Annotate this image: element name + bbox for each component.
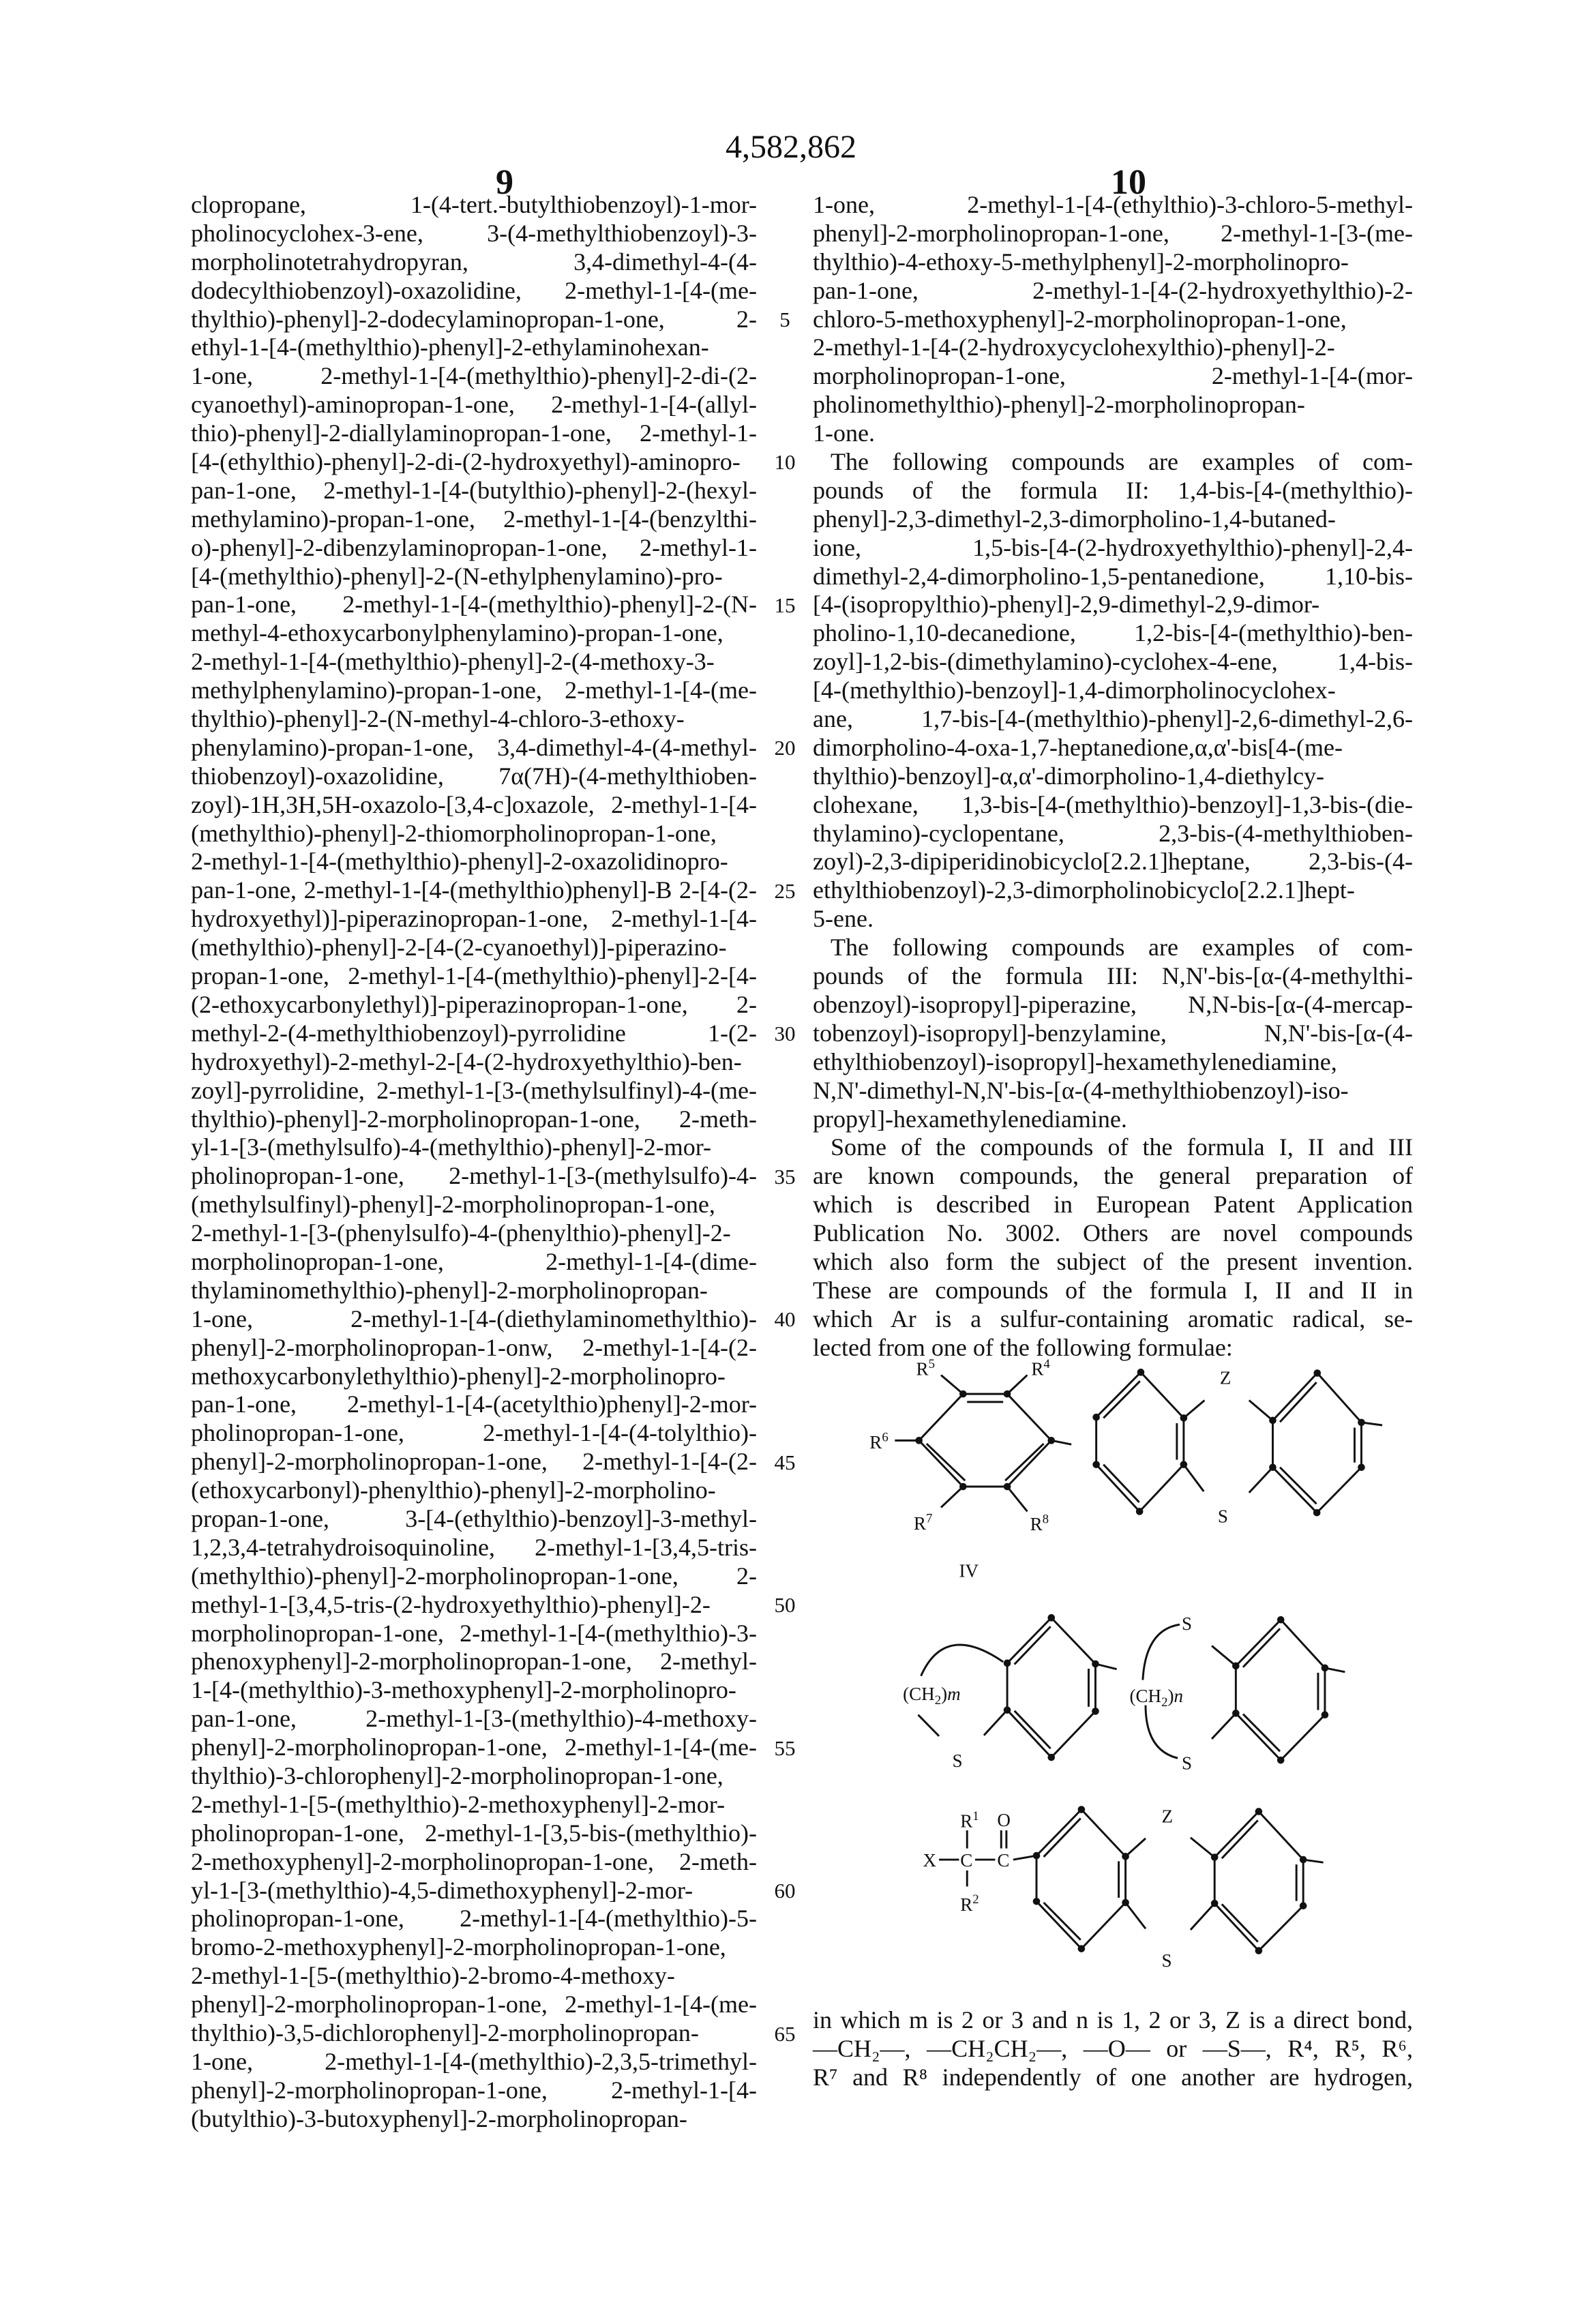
text-line: pholinomethylthio)-phenyl]-2-morpholinopropan-	[813, 391, 1413, 419]
text-line: pan-1-one, 2-methyl-1-[4-(methylthio)phenyl]-B 2-[4-(2-	[191, 876, 757, 905]
text-line: which is described in European Patent Application	[813, 1191, 1413, 1219]
text-line: 2-methyl-1-[4-(methylthio)-phenyl]-2-oxazolidinopro-	[191, 848, 757, 876]
text-line: phenylamino)-propan-1-one, 3,4-dimethyl-4-(4-methyl-	[191, 734, 757, 762]
text-line: ethyl-1-[4-(methylthio)-phenyl]-2-ethylaminohexan-	[191, 333, 757, 362]
text-line: (methylsulfinyl)-phenyl]-2-morpholinopropan-1-one,	[191, 1191, 757, 1219]
benzene-ring-iv	[895, 1375, 1071, 1511]
text-line: propan-1-one, 3-[4-(ethylthio)-benzoyl]-3-methyl-	[191, 1505, 757, 1534]
text-line: obenzoyl)-isopropyl]-piperazine, N,N-bis-[α-(4-mercap-	[813, 991, 1413, 1019]
text-line: zoyl)-2,3-dipiperidinobicyclo[2.2.1]heptane, 2,3-bis-(4-	[813, 848, 1413, 876]
line-number: 5	[764, 306, 805, 334]
line-number: 30	[764, 1019, 805, 1048]
text-line: methyl-4-ethoxycarbonylphenylamino)-propan-1-one,	[191, 619, 757, 648]
text-line: 1-one, 2-methyl-1-[4-(methylthio)-2,3,5-trimethyl-	[191, 2048, 757, 2076]
text-line: pholinocyclohex-3-ene, 3-(4-methylthiobenzoyl)-3-	[191, 220, 757, 248]
line-number: 25	[764, 877, 805, 906]
text-line: zoyl)-1H,3H,5H-oxazolo-[3,4-c]oxazole, 2-methyl-1-[4-	[191, 791, 757, 820]
text-line: lected from one of the following formulae:	[813, 1334, 1413, 1362]
text-line: thio)-phenyl]-2-diallylaminopropan-1-one, 2-methyl-1-	[191, 419, 757, 448]
text-line: thylthio)-3-chlorophenyl]-2-morpholinopropan-1-one,	[191, 1762, 757, 1791]
text-line: morpholinopropan-1-one, 2-methyl-1-[4-(dime-	[191, 1248, 757, 1277]
text-line: 2-methyl-1-[3-(phenylsulfo)-4-(phenylthio)-phenyl]-2-	[191, 1219, 757, 1248]
right-column	[813, 191, 1413, 1362]
label-z-row3: Z	[1162, 1806, 1174, 1826]
text-line: pounds of the formula III: N,N'-bis-[α-(4-methylthi-	[813, 962, 1413, 991]
text-line: morpholinopropan-1-one, 2-methyl-1-[4-(methylthio)-3-	[191, 1620, 757, 1648]
text-line: 1-one, 2-methyl-1-[4-(diethylaminomethylthio)-	[191, 1305, 757, 1334]
text-line: [4-(methylthio)-benzoyl]-1,4-dimorpholinocyclohex-	[813, 676, 1413, 705]
text-line: dimorpholino-4-oxa-1,7-heptanedione,α,α'-bis[4-(me-	[813, 734, 1413, 762]
atom-dots	[915, 1369, 1364, 1954]
text-line: phenoxyphenyl]-2-morpholinopropan-1-one, 2-methyl-	[191, 1648, 757, 1676]
text-line: ione, 1,5-bis-[4-(2-hydroxyethylthio)-phenyl]-2,4-	[813, 534, 1413, 563]
paragraph	[813, 448, 1413, 934]
text-line: which also form the subject of the present invention.	[813, 1248, 1413, 1277]
text-line: 1-[4-(methylthio)-3-methoxyphenyl]-2-morpholinopro-	[191, 1676, 757, 1705]
text-line: morpholinopropan-1-one, 2-methyl-1-[4-(mor-	[813, 362, 1413, 391]
label-s-row1: S	[1218, 1506, 1228, 1526]
line-number: 65	[764, 2020, 805, 2049]
text-line: ane, 1,7-bis-[4-(methylthio)-phenyl]-2,6-dimethyl-2,6-	[813, 705, 1413, 734]
text-line: pan-1-one, 2-methyl-1-[4-(2-hydroxyethylthio)-2-	[813, 277, 1413, 306]
text-line: thylthio)-4-ethoxy-5-methylphenyl]-2-morpholinopro-	[813, 248, 1413, 277]
text-line: 2-methyl-1-[4-(2-hydroxycyclohexylthio)-phenyl]-2-	[813, 333, 1413, 362]
text-line: 1-one, 2-methyl-1-[4-(ethylthio)-3-chloro-5-methyl-	[813, 191, 1413, 220]
label-c-carbonyl: C	[997, 1850, 1009, 1871]
text-line: 1-one, 2-methyl-1-[4-(methylthio)-phenyl]-2-di-(2-	[191, 362, 757, 391]
chemical-formulae-figure	[805, 1357, 1432, 1983]
text-line: phenyl]-2-morpholinopropan-1-one, 2-methyl-1-[3-(me-	[813, 220, 1413, 248]
label-s-row2-top: S	[1182, 1613, 1192, 1634]
text-line: thiobenzoyl)-oxazolidine, 7α(7H)-(4-methylthioben-	[191, 762, 757, 791]
text-line: [4-(methylthio)-phenyl]-2-(N-ethylphenylamino)-pro-	[191, 563, 757, 591]
text-line: phenyl]-2,3-dimethyl-2,3-dimorpholino-1,4-butaned-	[813, 505, 1413, 534]
formula-label-iv: IV	[959, 1560, 979, 1581]
text-line: in which m is 2 or 3 and n is 1, 2 or 3, Z is a direct bond,	[813, 2006, 1413, 2035]
text-line: ethylthiobenzoyl)-2,3-dimorpholinobicyclo[2.2.1]hept-	[813, 876, 1413, 905]
line-number: 40	[764, 1305, 805, 1334]
text-line: pan-1-one, 2-methyl-1-[4-(methylthio)-phenyl]-2-(N-	[191, 591, 757, 619]
text-line: clohexane, 1,3-bis-[4-(methylthio)-benzoyl]-1,3-bis-(die-	[813, 791, 1413, 820]
text-line: pholinopropan-1-one, 2-methyl-1-[4-(4-tolylthio)-	[191, 1419, 757, 1448]
line-number: 15	[764, 591, 805, 620]
text-line: thylthio)-phenyl]-2-(N-methyl-4-chloro-3-ethoxy-	[191, 705, 757, 734]
text-line: 5-ene.	[813, 905, 1413, 934]
text-line: 1-one.	[813, 419, 1413, 448]
text-line: thylthio)-phenyl]-2-dodecylaminopropan-1-one, 2-	[191, 306, 757, 334]
text-line: [4-(ethylthio)-phenyl]-2-di-(2-hydroxyethyl)-aminopro-	[191, 448, 757, 477]
label-o: O	[997, 1810, 1011, 1830]
label-s-row3: S	[1162, 1950, 1172, 1971]
text-line: 2-methoxyphenyl]-2-morpholinopropan-1-one, 2-meth-	[191, 1848, 757, 1877]
text-line: clopropane, 1-(4-tert.-butylthiobenzoyl)-1-mor-	[191, 191, 757, 220]
text-line: 2-methyl-1-[5-(methylthio)-2-methoxyphenyl]-2-mor-	[191, 1791, 757, 1819]
line-number: 45	[764, 1448, 805, 1477]
text-line: methoxycarbonylethylthio)-phenyl]-2-morpholinopro-	[191, 1362, 757, 1391]
text-line: ethylthiobenzoyl)-isopropyl]-hexamethylenediamine,	[813, 1048, 1413, 1077]
text-line: pholinopropan-1-one, 2-methyl-1-[4-(methylthio)-5-	[191, 1905, 757, 1933]
label-r4: R4	[1031, 1357, 1050, 1379]
label-r6: R6	[869, 1431, 888, 1453]
text-line: bromo-2-methoxyphenyl]-2-morpholinopropan-1-one,	[191, 1933, 757, 1962]
text-line: phenyl]-2-morpholinopropan-1-one, 2-methyl-1-[4-	[191, 2076, 757, 2105]
paragraph	[813, 1133, 1413, 1362]
thianthrene-like-ring-right	[1249, 1373, 1382, 1513]
line-number: 50	[764, 1591, 805, 1620]
text-line: pan-1-one, 2-methyl-1-[3-(methylthio)-4-methoxy-	[191, 1705, 757, 1733]
label-x: X	[923, 1850, 937, 1871]
text-line: (methylthio)-phenyl]-2-morpholinopropan-1-one, 2-	[191, 1562, 757, 1591]
text-line: 2-methyl-1-[5-(methylthio)-2-bromo-4-methoxy-	[191, 1962, 757, 1991]
text-line: hydroxyethyl)]-piperazinopropan-1-one, 2-methyl-1-[4-	[191, 905, 757, 934]
text-line: dodecylthiobenzoyl)-oxazolidine, 2-methyl-1-[4-(me-	[191, 277, 757, 306]
text-line: Publication No. 3002. Others are novel compounds	[813, 1219, 1413, 1248]
text-line: dimethyl-2,4-dimorpholino-1,5-pentanedione, 1,10-bis-	[813, 563, 1413, 591]
line-number: 10	[764, 448, 805, 477]
thianthrene-like-ring-left	[1096, 1372, 1205, 1511]
paragraph	[813, 191, 1413, 448]
text-line: (butylthio)-3-butoxyphenyl]-2-morpholinopropan-	[191, 2105, 757, 2134]
text-line: pan-1-one, 2-methyl-1-[4-(acetylthio)phenyl]-2-mor-	[191, 1390, 757, 1419]
label-r1: R1	[960, 1809, 979, 1832]
text-line: methyl-2-(4-methylthiobenzoyl)-pyrrolidine 1-(2-	[191, 1019, 757, 1048]
text-line: thylamino)-cyclopentane, 2,3-bis-(4-methylthioben-	[813, 820, 1413, 848]
text-line: (ethoxycarbonyl)-phenylthio)-phenyl]-2-morpholino-	[191, 1476, 757, 1505]
text-line: tobenzoyl)-isopropyl]-benzylamine, N,N'-bis-[α-(4-	[813, 1019, 1413, 1048]
text-line: phenyl]-2-morpholinopropan-1-one, 2-methyl-1-[4-(2-	[191, 1448, 757, 1476]
text-line: thylthio)-benzoyl]-α,α'-dimorpholino-1,4-diethylcy-	[813, 762, 1413, 791]
label-s-row2-left: S	[952, 1751, 962, 1771]
left-column	[191, 191, 757, 2134]
label-c-alpha: C	[960, 1850, 972, 1871]
text-line: (methylthio)-phenyl]-2-[4-(2-cyanoethyl)]-piperazino-	[191, 934, 757, 962]
text-line: pounds of the formula II: 1,4-bis-[4-(methylthio)-	[813, 477, 1413, 505]
text-line: phenyl]-2-morpholinopropan-1-one, 2-methyl-1-[4-(me-	[191, 1991, 757, 2019]
text-line: hydroxyethyl)-2-methyl-2-[4-(2-hydroxyethylthio)-ben-	[191, 1048, 757, 1077]
text-line: pholino-1,10-decanedione, 1,2-bis-[4-(methylthio)-ben-	[813, 619, 1413, 648]
text-line: [4-(isopropylthio)-phenyl]-2,9-dimethyl-2,9-dimor-	[813, 591, 1413, 619]
page-number-right: 10	[1101, 162, 1156, 203]
text-line: zoyl]-pyrrolidine, 2-methyl-1-[3-(methylsulfinyl)-4-(me-	[191, 1077, 757, 1105]
text-line: 1,2,3,4-tetrahydroisoquinoline, 2-methyl-1-[3,4,5-tris-	[191, 1534, 757, 1562]
label-z-row1: Z	[1220, 1367, 1232, 1388]
text-line: thylthio)-3,5-dichlorophenyl]-2-morpholinopropan-	[191, 2019, 757, 2048]
text-line: o)-phenyl]-2-dibenzylaminopropan-1-one, 2-methyl-1-	[191, 534, 757, 563]
label-s-row2-bottom: S	[1182, 1753, 1192, 1774]
acyl-partner-ring	[1191, 1811, 1324, 1950]
text-line: yl-1-[3-(methylthio)-4,5-dimethoxyphenyl]-2-mor-	[191, 1877, 757, 1905]
text-line: (methylthio)-phenyl]-2-thiomorpholinopropan-1-one,	[191, 820, 757, 848]
text-line: methylamino)-propan-1-one, 2-methyl-1-[4-(benzylthi-	[191, 505, 757, 534]
label-ch2-n: (CH2)n	[1129, 1686, 1183, 1710]
line-number: 55	[764, 1734, 805, 1763]
text-line: yl-1-[3-(methylsulfo)-4-(methylthio)-phenyl]-2-mor-	[191, 1133, 757, 1162]
text-line: methyl-1-[3,4,5-tris-(2-hydroxyethylthio)-phenyl]-2-	[191, 1591, 757, 1620]
text-line: Some of the compounds of the formula I, II and III	[813, 1133, 1413, 1162]
text-line: The following compounds are examples of com-	[813, 934, 1413, 962]
text-line: pan-1-one, 2-methyl-1-[4-(butylthio)-phenyl]-2-(hexyl-	[191, 477, 757, 505]
text-line: (2-ethoxycarbonylethyl)]-piperazinopropan-1-one, 2-	[191, 991, 757, 1019]
label-r8: R8	[1030, 1513, 1049, 1535]
text-line: The following compounds are examples of com-	[813, 448, 1413, 477]
text-line: thylaminomethylthio)-phenyl]-2-morpholinopropan-	[191, 1277, 757, 1305]
text-line: methylphenylamino)-propan-1-one, 2-methyl-1-[4-(me-	[191, 676, 757, 705]
text-line: These are compounds of the formula I, II and II in	[813, 1277, 1413, 1305]
text-line: pholinopropan-1-one, 2-methyl-1-[3,5-bis-(methylthio)-	[191, 1819, 757, 1848]
text-line: propyl]-hexamethylenediamine.	[813, 1105, 1413, 1134]
text-line: zoyl]-1,2-bis-(dimethylamino)-cyclohex-4-ene, 1,4-bis-	[813, 648, 1413, 676]
text-line: pholinopropan-1-one, 2-methyl-1-[3-(methylsulfo)-4-	[191, 1162, 757, 1191]
line-number: 35	[764, 1163, 805, 1191]
text-line: N,N'-dimethyl-N,N'-bis-[α-(4-methylthiobenzoyl)-iso-	[813, 1077, 1413, 1105]
line-number-gutter	[764, 191, 805, 2169]
text-line: R⁷ and R⁸ independently of one another are hydrogen,	[813, 2064, 1413, 2092]
line-number: 20	[764, 734, 805, 762]
label-r5: R5	[916, 1357, 935, 1379]
label-ch2-m: (CH2)m	[903, 1684, 961, 1708]
line-number: 60	[764, 1877, 805, 1905]
text-line: phenyl]-2-morpholinopropan-1-onw, 2-methyl-1-[4-(2-	[191, 1334, 757, 1362]
text-line: —CH₂—, —CH₂CH₂—, —O— or —S—, R⁴, R⁵, R⁶,	[813, 2035, 1413, 2064]
text-line: morpholinotetrahydropyran, 3,4-dimethyl-4-(4-	[191, 248, 757, 277]
text-line: propan-1-one, 2-methyl-1-[4-(methylthio)-phenyl]-2-[4-	[191, 962, 757, 991]
patent-number: 4,582,862	[0, 128, 1582, 166]
right-column-paragraph-after-figure	[813, 2006, 1413, 2092]
text-line: chloro-5-methoxyphenyl]-2-morpholinopropan-1-one,	[813, 306, 1413, 334]
text-line: cyanoethyl)-aminopropan-1-one, 2-methyl-1-[4-(allyl-	[191, 391, 757, 419]
text-line: which Ar is a sulfur-containing aromatic radical, se-	[813, 1305, 1413, 1334]
text-line: phenyl]-2-morpholinopropan-1-one, 2-methyl-1-[4-(me-	[191, 1733, 757, 1762]
text-line: 2-methyl-1-[4-(methylthio)-phenyl]-2-(4-methoxy-3-	[191, 648, 757, 676]
label-r2: R2	[960, 1892, 979, 1915]
page-number-left: 9	[477, 162, 532, 203]
paragraph	[813, 934, 1413, 1133]
text-line: thylthio)-phenyl]-2-morpholinopropan-1-one, 2-meth-	[191, 1105, 757, 1134]
text-line: are known compounds, the general preparation of	[813, 1162, 1413, 1191]
label-r7: R7	[914, 1511, 932, 1534]
